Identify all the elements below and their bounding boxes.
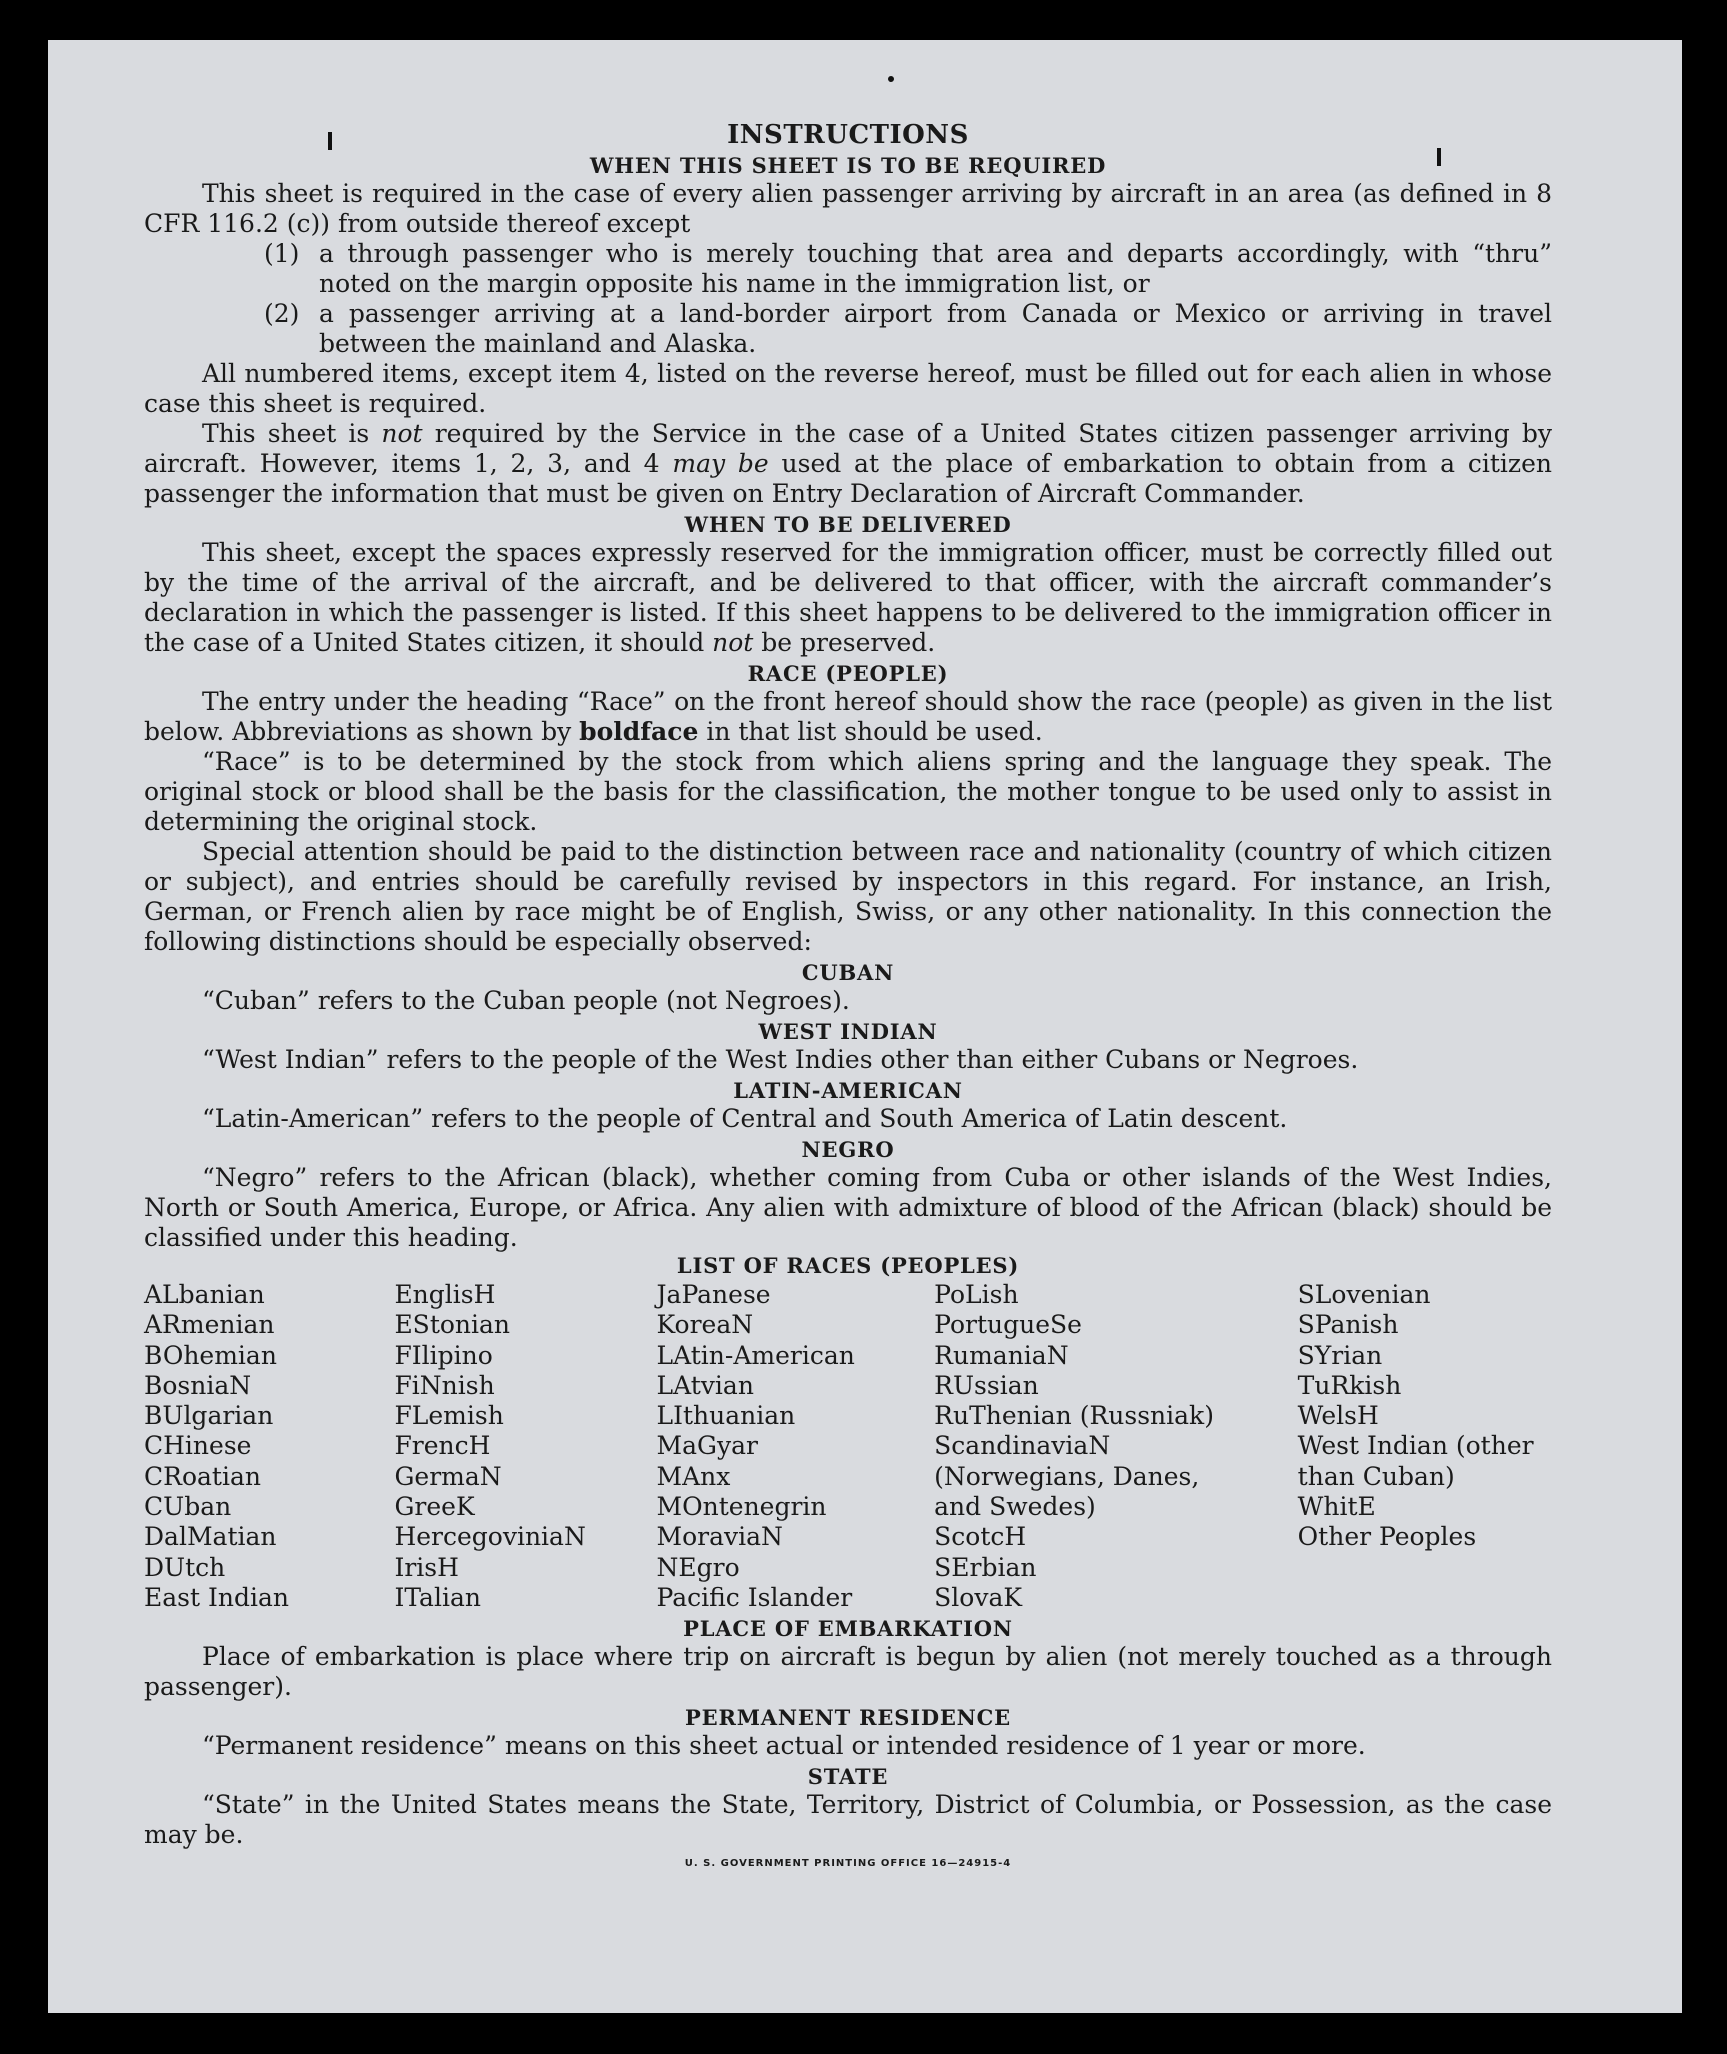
race-entry: FIlipino <box>394 1340 493 1370</box>
race-entry: MAnx <box>656 1461 731 1491</box>
race-entry: Other Peoples <box>1297 1522 1477 1552</box>
race-entry: PortugueSe <box>934 1310 1082 1340</box>
race-entry: NEgro <box>656 1552 740 1582</box>
race-entry: ScotcH <box>934 1522 1027 1552</box>
paragraph: The entry under the heading “Race” on the front hereof should show the race (people) as given in the list below. Abbreviations as shown by boldface in that list should be used. <box>144 687 1552 746</box>
race-entry: BosniaN <box>144 1370 252 1400</box>
race-entry: ITalian <box>394 1582 481 1612</box>
paragraph: “State” in the United States means the State, Territory, District of Columbia, or Possession, as the case may be. <box>144 1790 1552 1850</box>
punch-mark <box>328 132 332 150</box>
race-entry: FLemish <box>394 1401 504 1431</box>
paragraph: “Permanent residence” means on this sheet actual or intended residence of 1 year or more. <box>202 1731 1366 1761</box>
section-heading-residence: PERMANENT RESIDENCE <box>685 1705 1011 1731</box>
section-heading-race: RACE (PEOPLE) <box>747 661 949 686</box>
printer-imprint: U. S. GOVERNMENT PRINTING OFFICE 16—24915-4 <box>684 1858 1012 1870</box>
race-entry: SYrian <box>1297 1340 1383 1370</box>
race-entry: ARmenian <box>144 1310 275 1340</box>
race-entry: SPanish <box>1297 1310 1399 1340</box>
paragraph: This sheet is required in the case of every alien passenger arriving by aircraft in an area (as defined in 8 CFR 116.2 (c)) from outside thereof except <box>144 179 1552 238</box>
paragraph: “Negro” refers to the African (black), whether coming from Cuba or other islands of the West Indies, North or South America, Europe, or Africa. Any alien with admixture of blood of the African (black) should be classified under this heading. <box>144 1163 1552 1252</box>
paragraph: Special attention should be paid to the distinction between race and nationality (country of which citizen or subject), and entries should be carefully revised by inspectors in this regard. For instance, an Irish, German, or French alien by race might be of English, Swiss, or any other nationality. In this connection the following distinctions should be especially observed: <box>144 837 1552 956</box>
race-entry: WelsH <box>1297 1401 1379 1431</box>
section-heading-required: WHEN THIS SHEET IS TO BE REQUIRED <box>589 153 1107 178</box>
race-entry: CUban <box>144 1492 232 1522</box>
race-entry: ALbanian <box>144 1280 265 1309</box>
section-heading-latin-american: LATIN-AMERICAN <box>733 1078 963 1103</box>
paragraph: “Cuban” refers to the Cuban people (not Negroes). <box>202 986 850 1015</box>
race-entry: East Indian <box>144 1582 289 1612</box>
races-table <box>144 1280 1552 1613</box>
race-entry: ScandinaviaN (Norwegians, Danes, and Swedes) <box>934 1431 1200 1522</box>
section-heading-cuban: CUBAN <box>801 960 895 985</box>
paragraph: Place of embarkation is place where trip on aircraft is begun by alien (not merely touched as a through passenger). <box>144 1642 1552 1702</box>
race-entry: MOntenegrin <box>656 1492 827 1522</box>
races-column <box>1298 1280 1552 1613</box>
punch-mark <box>888 76 894 82</box>
race-entry: LAtin-American <box>656 1340 855 1370</box>
race-entry: FrencH <box>394 1431 491 1461</box>
races-column <box>144 1280 394 1613</box>
paragraph: This sheet, except the spaces expressly reserved for the immigration officer, must be correctly filled out by the time of the arrival of the aircraft, and be delivered to that officer, with the aircraft commander’s declaration in which the passenger is listed. If this sheet happens to be delivered to the immigration officer in the case of a United States citizen, it should not be preserved. <box>144 538 1552 657</box>
section-heading-embarkation: PLACE OF EMBARKATION <box>683 1616 1013 1642</box>
race-entry: GermaN <box>394 1461 502 1491</box>
paragraph: “Latin-American” refers to the people of Central and South America of Latin descent. <box>202 1104 1288 1133</box>
page-title: INSTRUCTIONS <box>727 120 969 150</box>
race-entry: EStonian <box>394 1310 511 1340</box>
race-entry: TuRkish <box>1297 1370 1402 1400</box>
section-heading-delivered: WHEN TO BE DELIVERED <box>684 512 1012 537</box>
list-item: (2) a passenger arriving at a land-border airport from Canada or Mexico or arriving in travel between the mainland and Alaska. <box>264 299 1552 358</box>
race-entry: JaPanese <box>656 1280 771 1309</box>
race-entry: West Indian (other than Cuban) <box>1297 1431 1534 1491</box>
race-entry: DUtch <box>144 1552 226 1582</box>
document-page <box>48 40 1682 2013</box>
paragraph: This sheet is not required by the Service in the case of a United States citizen passenger arriving by aircraft. However, items 1, 2, 3, and 4 may be used at the place of embarkation to obtain from a citizen passenger the information that must be given on Entry Declaration of Aircraft Commander. <box>144 419 1552 508</box>
race-entry: LAtvian <box>656 1370 754 1400</box>
race-entry: GreeK <box>394 1492 475 1522</box>
race-entry: DalMatian <box>144 1522 277 1552</box>
race-entry: HercegoviniaN <box>394 1522 586 1552</box>
race-entry: BOhemian <box>144 1340 277 1370</box>
race-entry: SLovenian <box>1297 1280 1431 1309</box>
race-entry: SErbian <box>934 1552 1037 1582</box>
paragraph: “Race” is to be determined by the stock from which aliens spring and the language they speak. The original stock or blood shall be the basis for the classification, the mother tongue to be used only to assist in determining the original stock. <box>144 747 1552 836</box>
race-entry: EnglisH <box>394 1280 496 1309</box>
race-entry: CRoatian <box>144 1461 261 1491</box>
race-entry: IrisH <box>394 1552 459 1582</box>
race-entry: MaGyar <box>656 1431 758 1461</box>
section-heading-races: LIST OF RACES (PEOPLES) <box>676 1253 1020 1278</box>
race-entry: KoreaN <box>656 1310 754 1340</box>
race-entry: SlovaK <box>934 1582 1023 1612</box>
paragraph: All numbered items, except item 4, listed on the reverse hereof, must be filled out for each alien in whose case this sheet is required. <box>144 359 1552 418</box>
races-column <box>657 1280 935 1613</box>
races-column <box>934 1280 1216 1613</box>
section-heading-negro: NEGRO <box>801 1137 895 1162</box>
race-entry: LIthuanian <box>656 1401 796 1431</box>
race-entry: RuThenian (Russniak) <box>934 1401 1214 1431</box>
race-entry: FiNnish <box>394 1370 495 1400</box>
race-entry: RumaniaN <box>934 1340 1069 1370</box>
race-entry: WhitE <box>1297 1492 1376 1522</box>
races-column <box>394 1280 656 1613</box>
race-entry: PoLish <box>934 1280 1019 1309</box>
race-entry: MoraviaN <box>656 1522 783 1552</box>
race-entry: RUssian <box>934 1370 1039 1400</box>
section-heading-west-indian: WEST INDIAN <box>758 1019 938 1044</box>
race-entry: Pacific Islander <box>656 1582 853 1612</box>
punch-mark <box>1437 148 1441 166</box>
list-item: (1) a through passenger who is merely touching that area and departs accordingly, with “thru” noted on the margin opposite his name in the immigration list, or <box>264 239 1552 298</box>
race-entry: BUlgarian <box>144 1401 274 1431</box>
paragraph: “West Indian” refers to the people of the West Indies other than either Cubans or Negroes. <box>202 1045 1359 1074</box>
race-entry: CHinese <box>144 1431 252 1461</box>
section-heading-state: STATE <box>807 1764 889 1790</box>
exception-list <box>144 239 1552 359</box>
